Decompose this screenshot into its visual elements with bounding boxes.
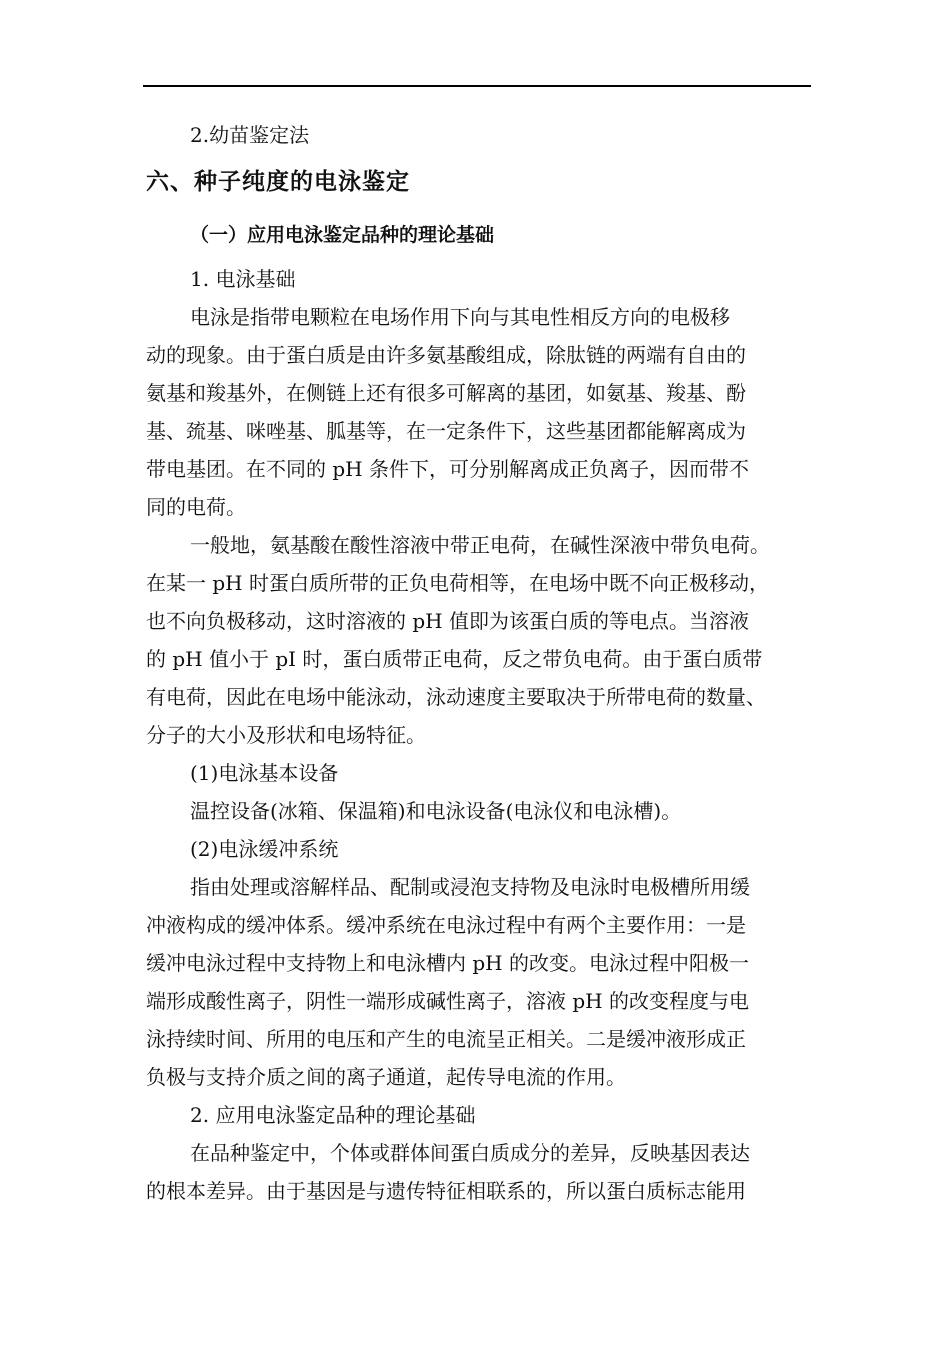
header-rule bbox=[143, 85, 811, 87]
paragraph-4 bbox=[146, 1134, 810, 1210]
paragraph-line: 泳持续时间、所用的电压和产生的电流呈正相关。二是缓冲液形成正 bbox=[146, 1027, 746, 1051]
paragraph-3 bbox=[146, 868, 810, 1096]
paragraph-line: 也不向负极移动，这时溶液的 pH 值即为该蛋白质的等电点。当溶液 bbox=[146, 609, 749, 633]
subsection-title: （一）应用电泳鉴定品种的理论基础 bbox=[190, 224, 495, 246]
paragraph-line: 一般地，氨基酸在酸性溶液中带正电荷，在碱性深液中带负电荷。 bbox=[190, 533, 770, 557]
paragraph-line: 氨基和羧基外，在侧链上还有很多可解离的基团，如氨基、羧基、酚 bbox=[146, 381, 746, 405]
paragraph-line: 指由处理或溶解样品、配制或浸泡支持物及电泳时电极槽所用缓 bbox=[190, 875, 750, 899]
paragraph-line: 负极与支持介质之间的离子通道，起传导电流的作用。 bbox=[146, 1065, 626, 1089]
paragraph-line: 的根本差异。由于基因是与遗传特征相联系的，所以蛋白质标志能用 bbox=[146, 1179, 746, 1203]
paragraph-line: 端形成酸性离子，阴性一端形成碱性离子，溶液 pH 的改变程度与电 bbox=[146, 989, 749, 1013]
page-content bbox=[146, 116, 810, 1210]
paragraph-line: 电泳是指带电颗粒在电场作用下向与其电性相反方向的电极移 bbox=[190, 305, 730, 329]
paragraph-line: 同的电荷。 bbox=[146, 495, 246, 519]
paragraph-line: 基、巯基、咪唑基、胍基等，在一定条件下，这些基团都能解离成为 bbox=[146, 419, 746, 443]
paragraph-line: 在某一 pH 时蛋白质所带的正负电荷相等，在电场中既不向正极移动， bbox=[146, 571, 769, 595]
paragraph-line: 有电荷，因此在电场中能泳动，泳动速度主要取决于所带电荷的数量、 bbox=[146, 685, 766, 709]
sub2-title: 2. 应用电泳鉴定品种的理论基础 bbox=[190, 1103, 476, 1127]
item1-title: (1)电泳基本设备 bbox=[190, 761, 339, 785]
paragraph-line: 带电基团。在不同的 pH 条件下，可分别解离成正负离子，因而带不 bbox=[146, 457, 749, 481]
item1-text: 温控设备(冰箱、保温箱)和电泳设备(电泳仪和电泳槽)。 bbox=[190, 799, 682, 823]
section-title: 六、种子纯度的电泳鉴定 bbox=[146, 169, 410, 195]
paragraph-line: 在品种鉴定中，个体或群体间蛋白质成分的差异，反映基因表达 bbox=[190, 1141, 750, 1165]
paragraph-line: 的 pH 值小于 pI 时，蛋白质带正电荷，反之带负电荷。由于蛋白质带 bbox=[146, 647, 763, 671]
item-seedling-method: 2.幼苗鉴定法 bbox=[190, 123, 310, 147]
sub1-title: 1. 电泳基础 bbox=[190, 267, 296, 291]
paragraph-2 bbox=[146, 526, 810, 754]
item2-title: (2)电泳缓冲系统 bbox=[190, 837, 339, 861]
paragraph-1 bbox=[146, 298, 810, 526]
paragraph-line: 动的现象。由于蛋白质是由许多氨基酸组成，除肽链的两端有自由的 bbox=[146, 343, 746, 367]
paragraph-line: 冲液构成的缓冲体系。缓冲系统在电泳过程中有两个主要作用：一是 bbox=[146, 913, 746, 937]
paragraph-line: 缓冲电泳过程中支持物上和电泳槽内 pH 的改变。电泳过程中阳极一 bbox=[146, 951, 749, 975]
paragraph-line: 分子的大小及形状和电场特征。 bbox=[146, 723, 426, 747]
